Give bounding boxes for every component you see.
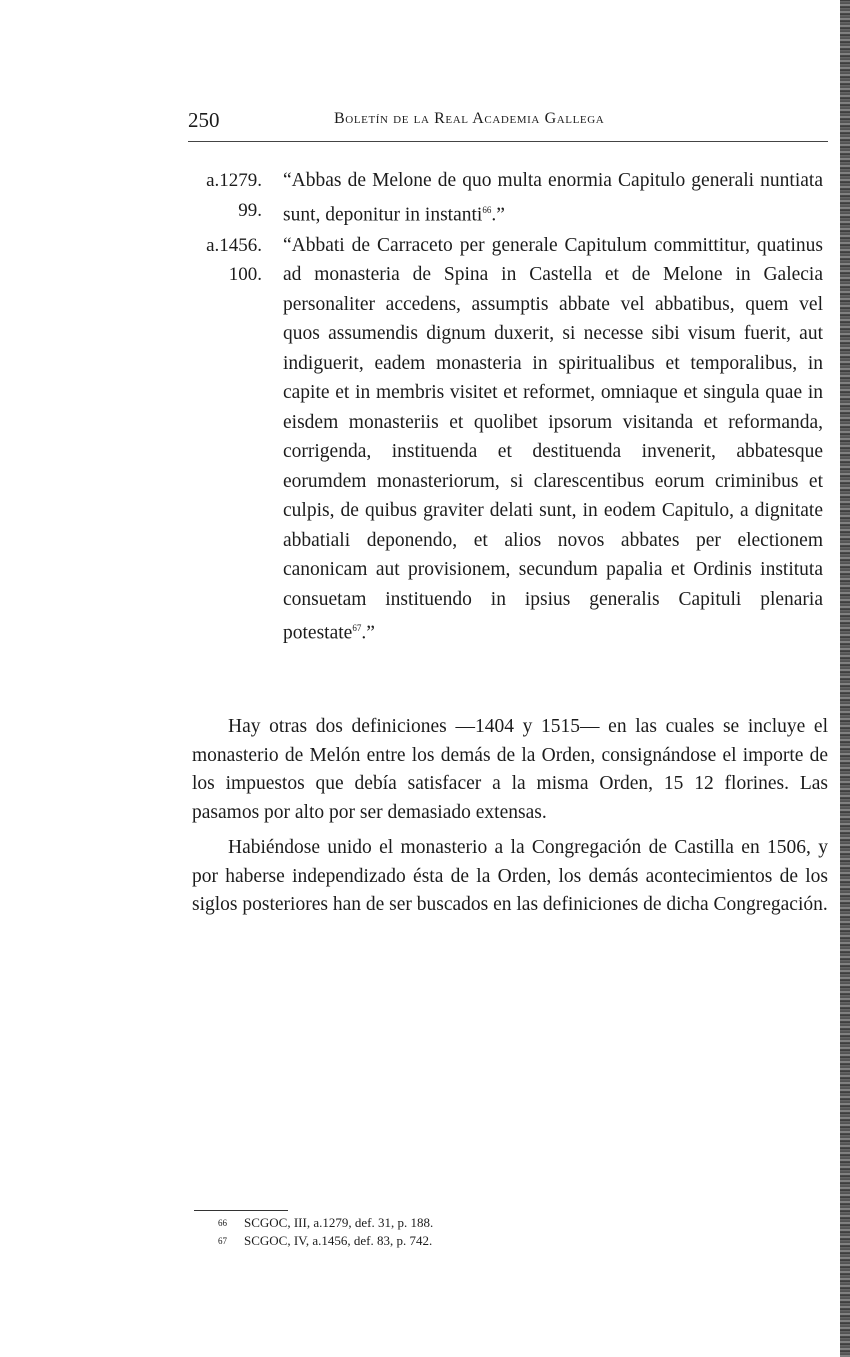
entry-number: 99. — [238, 199, 262, 221]
page-header — [188, 108, 828, 142]
page-number: 250 — [188, 108, 220, 132]
footnote — [218, 1232, 433, 1250]
paragraph: Hay otras dos definiciones —1404 y 1515— en las cuales se incluye el monasterio de Melón entre los demás de la Orden, consignándose el importe de los impuestos que debía satisfacer a la misma Orden, 15 12 florines. Las pasamos por alto por ser demasiado extensas. — [192, 716, 828, 823]
entry-99 — [188, 166, 828, 230]
scanned-page-edge — [840, 0, 850, 1357]
running-title: Boletín de la Real Academia Gallega — [334, 110, 605, 127]
footnote-mark: 67 — [218, 1236, 227, 1246]
chronicle-entries — [188, 166, 828, 649]
header-rule — [188, 141, 828, 142]
footnote-text: SCGOC, IV, a.1456, def. 83, p. 742. — [244, 1233, 433, 1248]
body-text — [192, 713, 828, 927]
entry-margin — [188, 166, 262, 230]
footnote — [218, 1214, 433, 1232]
footnote-text: SCGOC, III, a.1279, def. 31, p. 188. — [244, 1215, 434, 1230]
entry-margin — [188, 231, 262, 649]
entry-quote: “Abbati de Carraceto per generale Capitulum committitur, quatinus ad monasteria de Spina in Castella et de Melone in Galecia personaliter accedens, assumptis abbate vel abbatibus, quem vel quos assumendis dignum duxerit, si necesse sibi visum fuerit, aut indiguerit, eadem monasteria in spiritualibus et temporalibus, in capite et in membris visitet et reformet, omniaque et singula quae in eisdem monasteriis et quolibet ipsorum visitanda et reformanda, corrigenda, instituenda et destituenda invenerit, abbatesque eorumdem monasteriorum, si clarescentibus eorum criminibus et culpis, de quibus graviter delati sunt, in eodem Capitulo, a dignitate abbatiali deponendo, et alios novos abbates per electionem canonicam aut provisionem, secundum papalia et Ordinis instituta consuetam instituendo in ipsius generalis Capituli plenaria potestate$^{67}$.” — [283, 234, 823, 644]
entry-number: 100. — [228, 264, 262, 285]
paragraph: Habiéndose unido el monasterio a la Congregación de Castilla en 1506, y por haberse independizado ésta de la Orden, los demás acontecimientos de los siglos posteriores han de ser buscados en las definiciones de dicha Congregación. — [192, 837, 828, 915]
entry-year: a.1279. — [206, 170, 262, 191]
footnotes — [218, 1214, 433, 1250]
footnote-mark: 66 — [218, 1218, 227, 1228]
footnote-rule — [194, 1210, 288, 1211]
entry-quote: “Abbas de Melone de quo multa enormia Capitulo generali nuntiata sunt, deponitur in instanti$^{66}$.” — [283, 170, 823, 225]
footnote-ref[interactable]: 66 — [482, 204, 492, 215]
entry-year: a.1456. — [206, 234, 262, 256]
footnote-ref[interactable]: 67 — [352, 623, 362, 633]
entry-100 — [188, 231, 828, 649]
